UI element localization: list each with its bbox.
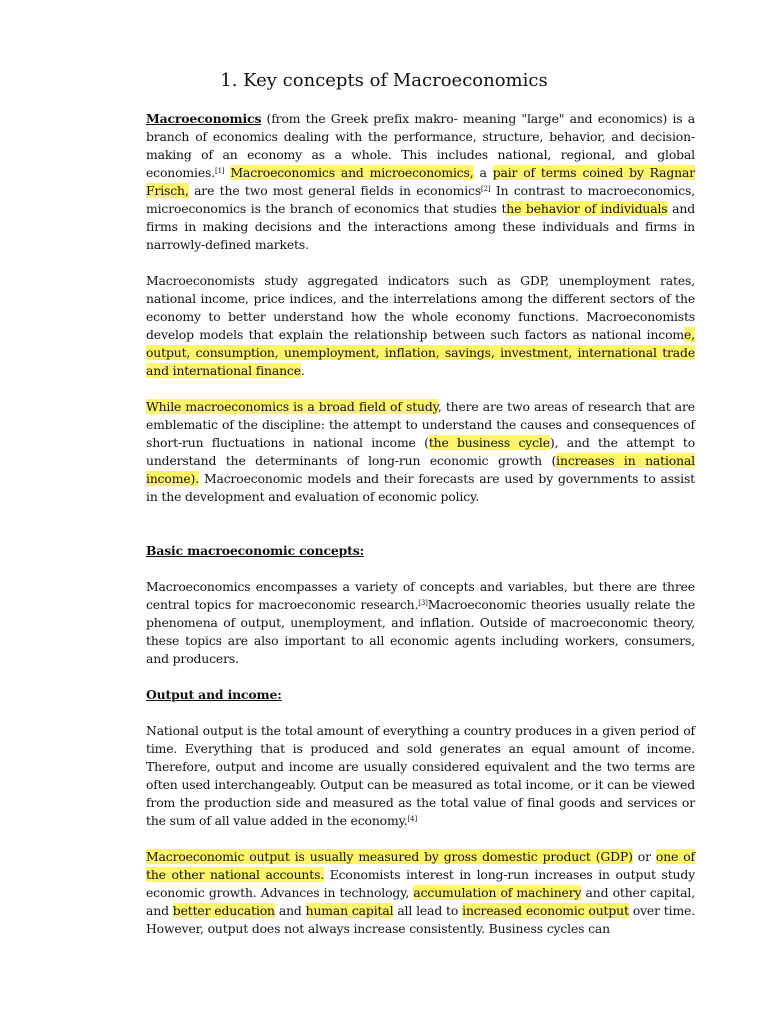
text-span: Economists interest in long-run increases in output study economic growth. Advances in technology, bbox=[146, 867, 695, 900]
text-span: Macroeconomists study aggregated indicators such as GDP, unemployment rates, national income, price indices, and the interrelations among the different sectors of the economy to better understand how the whole economy functions. Macroeconomists develop models that explain the relationship between such factors as national incom bbox=[146, 273, 695, 342]
paragraph-research-areas bbox=[146, 398, 695, 506]
highlight-span: Macroeconomics and microeconomics, bbox=[230, 165, 474, 180]
highlight-span: accumulation of machinery bbox=[413, 885, 582, 900]
highlight-span: pair of terms coined by Ragnar Frisch, bbox=[146, 165, 695, 198]
highlight-span: increased economic output bbox=[462, 903, 629, 918]
highlight-span: While macroeconomics is a broad field of study bbox=[146, 399, 438, 414]
section-heading-output-income bbox=[146, 686, 695, 704]
heading-text: Basic macroeconomic concepts: bbox=[146, 543, 364, 558]
citation-ref[interactable]: [4] bbox=[407, 815, 418, 823]
section-heading-basic-concepts bbox=[146, 542, 695, 560]
highlight-span: e, output, consumption, unemployment, inflation, savings, investment, international trade and international finance bbox=[146, 327, 695, 378]
highlight-span: Macroeconomic output is usually measured by gross domestic product (GDP) bbox=[146, 849, 633, 864]
text-span: all lead to bbox=[393, 903, 463, 918]
highlight-span: one of the other national accounts. bbox=[146, 849, 695, 882]
text-span: and bbox=[274, 903, 306, 918]
document-body bbox=[146, 110, 695, 956]
citation-ref[interactable]: [2] bbox=[481, 185, 491, 193]
text-span: and firms in making decisions and the interactions among these individuals and firms in narrowly-defined markets. bbox=[146, 201, 695, 252]
text-span: a bbox=[473, 165, 493, 180]
text-span: Macroeconomic models and their forecasts are used by governments to assist in the development and evaluation of economic policy. bbox=[146, 471, 695, 504]
highlight-span: the business cycle bbox=[428, 435, 550, 450]
text-span: . bbox=[300, 363, 305, 378]
text-span: In contrast to macroeconomics, microeconomics is the branch of economics that studies t bbox=[146, 183, 695, 216]
paragraph-gdp-output bbox=[146, 848, 695, 938]
highlight-span: human capital bbox=[305, 903, 394, 918]
text-span: are the two most general fields in economics bbox=[188, 183, 482, 198]
text-span: Macroeconomic theories usually relate the phenomena of output, unemployment, and inflation. Outside of macroeconomic theory, these topics are also important to all economic agents including workers, consumers, and producers. bbox=[146, 597, 695, 666]
text-span: , there are two areas of research that are emblematic of the discipline: the attempt to understand the causes and consequences of short-run fluctuations in national income ( bbox=[146, 399, 695, 450]
term-macroeconomics: Macroeconomics bbox=[146, 111, 262, 126]
citation-ref[interactable]: [3] bbox=[418, 599, 428, 607]
paragraph-macroeconomics-definition bbox=[146, 110, 695, 254]
paragraph-national-output bbox=[146, 722, 695, 830]
text-span: (from the Greek prefix makro- meaning "large" and economics) is a branch of economics dealing with the performance, structure, behavior, and decision-making of an economy as a whole. This includes national, regional, and global economies. bbox=[146, 111, 695, 180]
highlight-span: better education bbox=[172, 903, 275, 918]
text-span: and other capital, and bbox=[146, 885, 696, 918]
page-title: 1. Key concepts of Macroeconomics bbox=[220, 70, 548, 91]
text-span: Macroeconomics encompasses a variety of concepts and variables, but there are three central topics for macroeconomic research. bbox=[146, 579, 695, 612]
highlight-span: increases in national income). bbox=[146, 453, 695, 486]
paragraph-central-topics bbox=[146, 578, 695, 668]
spacer bbox=[146, 524, 695, 542]
text-span: National output is the total amount of everything a country produces in a given period of time. Everything that is produced and sold generates an equal amount of income. Therefore, output and income are usually considered equivalent and the two terms are often used interchangeably. Output can be measured as total income, or it can be viewed from the production side and measured as the total value of final goods and services or the sum of all value added in the economy. bbox=[146, 723, 695, 828]
highlight-span: he behavior of individuals bbox=[506, 201, 668, 216]
citation-ref[interactable]: [1] bbox=[215, 167, 225, 175]
text-span: over time. However, output does not always increase consistently. Business cycles can bbox=[146, 903, 696, 936]
text-span: or bbox=[632, 849, 656, 864]
paragraph-macroeconomists-study bbox=[146, 272, 695, 380]
text-span: ), and the attempt to understand the determinants of long-run economic growth ( bbox=[146, 435, 695, 468]
heading-text: Output and income: bbox=[146, 687, 282, 702]
